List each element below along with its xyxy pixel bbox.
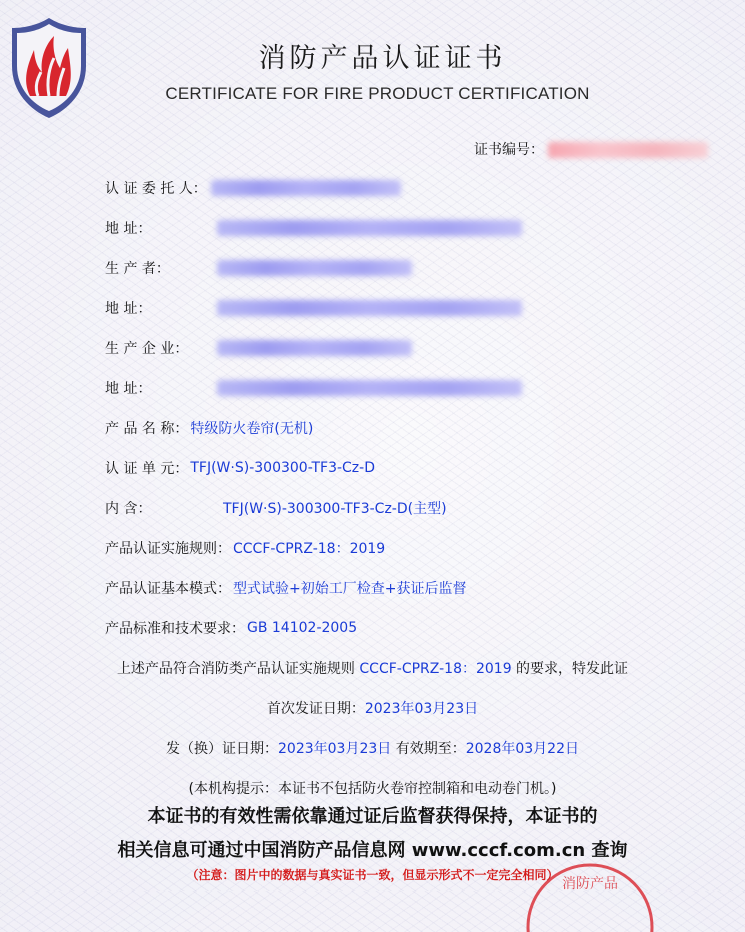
field-label: 认 证 单 元： <box>105 461 189 477</box>
field-value: TFJ(W·S)-300300-TF3-Cz-D <box>190 460 375 476</box>
svg-text:消防产品: 消防产品 <box>562 876 618 892</box>
reissue-label: 发（换）证日期： <box>166 741 278 757</box>
field-implementation-rule <box>105 538 385 558</box>
field-value: TFJ(W·S)-300300-TF3-Cz-D(主型) <box>223 501 447 517</box>
certificate-title-cn: 消防产品认证证书 <box>258 43 507 74</box>
field-value: GB 14102-2005 <box>247 620 358 636</box>
field-cert-unit <box>105 458 375 478</box>
field-factory-address <box>105 378 522 398</box>
field-label: 生 产 者： <box>105 261 170 277</box>
first-issue-value: 2023年03月23日 <box>364 701 479 717</box>
disclaimer-warning: （注意：图片中的数据与真实证书一致，但显示形式不一定完全相同） <box>186 868 559 882</box>
field-label: 内 含： <box>105 501 152 517</box>
certificate-title-en: CERTIFICATE FOR FIRE PRODUCT CERTIFICATION <box>165 84 590 103</box>
compliance-statement <box>0 658 745 678</box>
field-label: 认 证 委 托 人： <box>105 181 207 197</box>
valid-value: 2028年03月22日 <box>465 741 579 757</box>
redacted-value <box>217 220 522 236</box>
validity-note-line1: 本证书的有效性需依靠通过证后监督获得保持，本证书的 <box>147 806 598 827</box>
redacted-certificate-number <box>548 142 708 158</box>
field-product-name <box>105 418 313 438</box>
field-label: 地 址： <box>105 221 152 237</box>
statement-suffix: 的要求，特发此证 <box>511 661 629 677</box>
field-label: 产 品 名 称： <box>105 421 189 437</box>
field-standard <box>105 618 357 638</box>
field-label: 地 址： <box>105 301 152 317</box>
field-label: 地 址： <box>105 381 152 397</box>
reissue-validity-dates <box>0 738 745 758</box>
valid-label: 有效期至： <box>391 741 466 757</box>
redacted-value <box>217 340 412 356</box>
certificate-number <box>474 139 708 159</box>
field-value: 特级防火卷帘(无机) <box>190 421 314 437</box>
official-seal-icon <box>515 852 665 932</box>
field-cert-mode <box>105 578 466 598</box>
field-applicant-address <box>105 218 522 238</box>
certificate-number-label: 证书编号： <box>474 142 544 158</box>
redacted-value <box>217 260 412 276</box>
field-manufacturer <box>105 258 412 278</box>
first-issue-label: 首次发证日期： <box>266 701 365 717</box>
field-label: 生 产 企 业： <box>105 341 189 357</box>
field-manufacturer-address <box>105 298 522 318</box>
field-label: 产品标准和技术要求： <box>105 621 245 637</box>
institution-tip: (本机构提示：本证书不包括防火卷帘控制箱和电动卷门机。) <box>188 781 557 797</box>
validity-note-line2: 相关信息可通过中国消防产品信息网 www.cccf.com.cn 查询 <box>117 840 628 861</box>
field-label: 产品认证基本模式： <box>105 581 231 597</box>
field-value: CCCF-CPRZ-18：2019 <box>233 541 386 557</box>
field-label: 产品认证实施规则： <box>105 541 231 557</box>
statement-rule: CCCF-CPRZ-18：2019 <box>359 661 512 677</box>
first-issue-date <box>0 698 745 718</box>
field-applicant <box>105 178 401 198</box>
redacted-value <box>217 380 522 396</box>
field-factory <box>105 338 412 358</box>
redacted-value <box>211 180 401 196</box>
field-includes <box>105 498 447 518</box>
statement-prefix: 上述产品符合消防类产品认证实施规则 <box>116 661 360 677</box>
redacted-value <box>217 300 522 316</box>
field-value: 型式试验+初始工厂检查+获证后监督 <box>233 581 467 597</box>
reissue-value: 2023年03月23日 <box>278 741 392 757</box>
